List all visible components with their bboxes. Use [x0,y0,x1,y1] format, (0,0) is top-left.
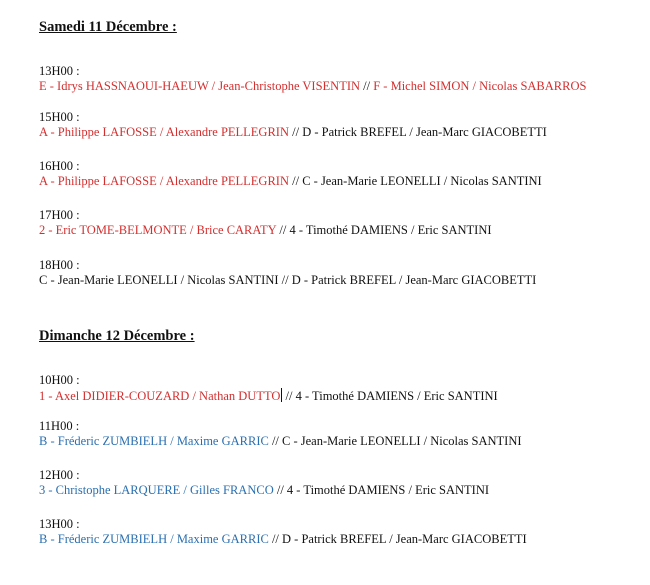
match-team-pair: C - Jean-Marie LEONELLI / Nicolas SANTINI // D - Patrick BREFEL / Jean-Marc GIACOBETTI [39,273,537,287]
match-team-pair: // C - Jean-Marie LEONELLI / Nicolas SANTINI [268,434,522,448]
slot-sun-1300 [39,517,527,547]
slot-time: 17H00 : [39,208,80,222]
slot-time: 11H00 : [39,419,80,433]
slot-match [39,223,492,238]
match-separator: // [360,79,374,93]
match-team-pair: // C - Jean-Marie LEONELLI / Nicolas SANTINI [289,174,542,188]
match-team-pair: B - Fréderic ZUMBIELH / Maxime GARRIC [39,532,269,546]
match-team-pair: 1 - Axel DIDIER-COUZARD / Nathan DUTTO [39,389,281,403]
slot-sun-1100 [39,419,522,449]
slot-time: 13H00 : [39,517,80,531]
match-team-pair: // 4 - Timothé DAMIENS / Eric SANTINI [282,389,498,403]
slot-time: 12H00 : [39,468,80,482]
slot-sat-1300 [39,64,586,94]
slot-match [39,483,489,498]
slot-sat-1500 [39,110,547,140]
match-team-pair: A - Philippe LAFOSSE / Alexandre PELLEGRIN [39,125,289,139]
slot-match [39,388,498,404]
slot-time: 10H00 : [39,373,80,387]
slot-match [39,125,547,140]
match-team-pair: A - Philippe LAFOSSE / Alexandre PELLEGRIN [39,174,289,188]
slot-match [39,273,536,288]
slot-match [39,532,527,547]
match-team-pair: // D - Patrick BREFEL / Jean-Marc GIACOBETTI [268,532,527,546]
match-team-pair: E - Idrys HASSNAOUI-HAEUW / Jean-Christophe VISENTIN [39,79,361,93]
match-team-pair: 3 - Christophe LARQUERE / Gilles FRANCO [39,483,274,497]
slot-time: 16H00 : [39,159,80,173]
slot-sat-1800 [39,258,536,288]
match-team-pair: 2 - Eric TOME-BELMONTE / Brice CARATY [39,223,277,237]
match-team-pair: // D - Patrick BREFEL / Jean-Marc GIACOBETTI [289,125,547,139]
slot-sun-1200 [39,468,489,498]
slot-time: 18H00 : [39,258,80,272]
slot-match [39,174,542,189]
slot-match [39,79,586,94]
day-title-sunday: Dimanche 12 Décembre : [39,328,195,344]
match-team-pair: F - Michel SIMON / Nicolas SABARROS [373,79,587,93]
slot-sat-1600 [39,159,542,189]
slot-match [39,434,522,449]
match-team-pair: B - Fréderic ZUMBIELH / Maxime GARRIC [39,434,269,448]
day-title-saturday: Samedi 11 Décembre : [39,19,177,35]
match-team-pair: // 4 - Timothé DAMIENS / Eric SANTINI [276,223,492,237]
match-team-pair: // 4 - Timothé DAMIENS / Eric SANTINI [273,483,490,497]
slot-time: 13H00 : [39,64,80,78]
slot-time: 15H00 : [39,110,80,124]
slot-sat-1700 [39,208,492,238]
slot-sun-1000 [39,373,498,404]
